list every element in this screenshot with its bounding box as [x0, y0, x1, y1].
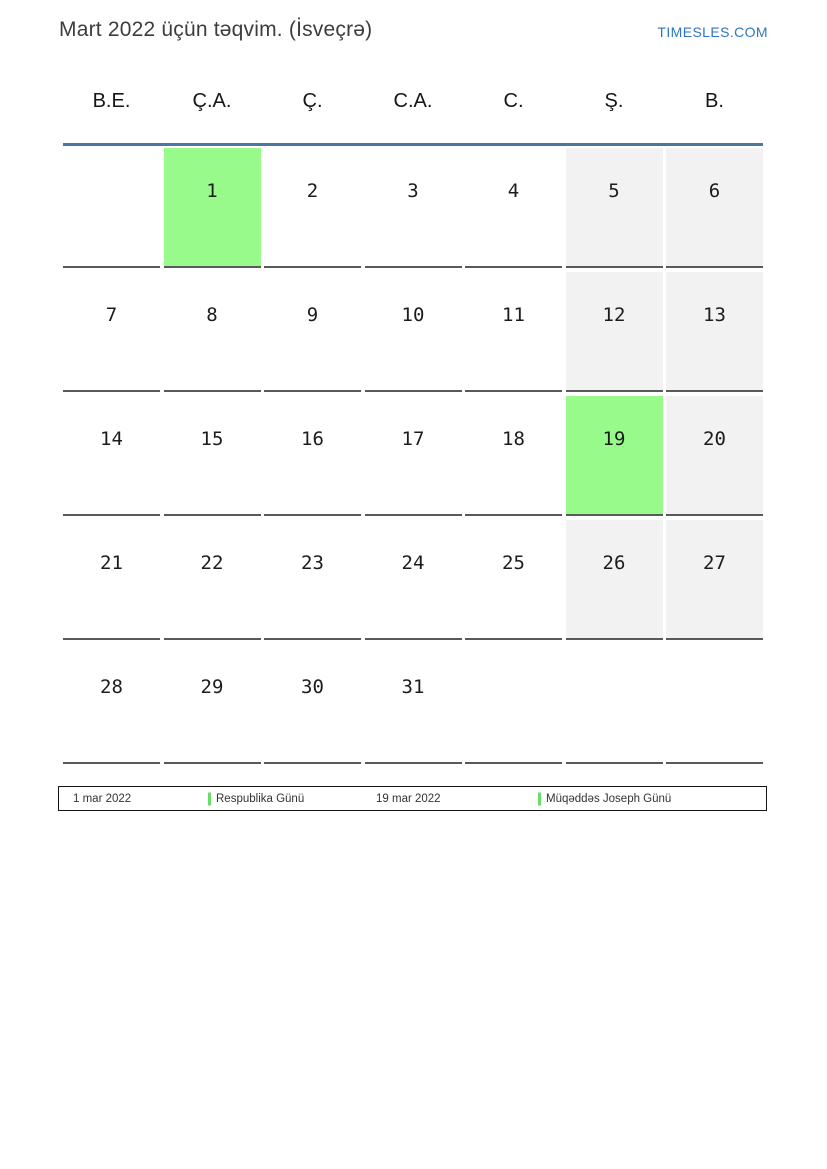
day-header-ça: Ç.A. [192, 90, 232, 112]
day-cell-18 [465, 396, 562, 516]
day-cell-11 [465, 272, 562, 392]
day-header-b: B. [705, 90, 724, 112]
header-rule [63, 143, 763, 146]
day-cell-empty [666, 644, 763, 764]
day-number: 12 [602, 304, 626, 326]
day-number: 26 [602, 552, 626, 574]
day-cell-5 [566, 148, 663, 268]
day-cell-empty [465, 644, 562, 764]
day-cell-3 [365, 148, 462, 268]
day-number: 6 [708, 180, 721, 202]
day-cell-23 [264, 520, 361, 640]
legend-holiday-name-2: Müqəddəs Joseph Günü [546, 792, 672, 805]
day-header-c: C. [503, 90, 524, 112]
holiday-color-bar-icon [538, 792, 541, 805]
calendar-grid [63, 148, 763, 764]
day-number: 23 [301, 552, 324, 574]
day-number: 22 [200, 552, 224, 574]
legend [58, 786, 767, 811]
day-cell-22 [164, 520, 261, 640]
day-cell-empty [566, 644, 663, 764]
day-number: 10 [401, 304, 425, 326]
day-cell-20 [666, 396, 763, 516]
day-cell-14 [63, 396, 160, 516]
day-number: 28 [100, 676, 123, 698]
day-cell-8 [164, 272, 261, 392]
day-cell-19 [566, 396, 663, 516]
day-cell-9 [264, 272, 361, 392]
day-number: 11 [502, 304, 525, 326]
day-cell-29 [164, 644, 261, 764]
day-cell-31 [365, 644, 462, 764]
day-cell-24 [365, 520, 462, 640]
day-cell-12 [566, 272, 663, 392]
day-number: 2 [306, 180, 319, 202]
day-number: 27 [703, 552, 726, 574]
day-cell-7 [63, 272, 160, 392]
day-number: 24 [401, 552, 425, 574]
day-number: 8 [206, 304, 218, 326]
day-cell-26 [566, 520, 663, 640]
day-number: 19 [602, 428, 626, 450]
day-cell-21 [63, 520, 160, 640]
legend-holiday-name-1: Respublika Günü [216, 792, 305, 805]
day-cell-30 [264, 644, 361, 764]
day-number: 5 [608, 180, 620, 202]
legend-date-2: 19 mar 2022 [376, 792, 441, 805]
day-cell-17 [365, 396, 462, 516]
day-number: 17 [401, 428, 425, 450]
day-cell-10 [365, 272, 462, 392]
day-header-be: B.E. [92, 90, 131, 112]
week-row [63, 644, 763, 764]
day-cell-1 [164, 148, 261, 268]
day-header-ç: Ç. [302, 90, 323, 112]
day-number: 29 [200, 676, 224, 698]
day-number: 18 [502, 428, 525, 450]
legend-date-1: 1 mar 2022 [73, 792, 132, 805]
day-number: 3 [407, 180, 419, 202]
day-number: 30 [301, 676, 324, 698]
holiday-color-bar-icon [208, 792, 211, 805]
day-number: 21 [100, 552, 123, 574]
site-link[interactable]: TIMESLES.COM [657, 24, 768, 40]
day-header-ş: Ş. [604, 90, 624, 112]
day-cell-6 [666, 148, 763, 268]
day-number: 13 [703, 304, 726, 326]
day-number: 15 [200, 428, 224, 450]
day-cell-2 [264, 148, 361, 268]
day-number: 31 [401, 676, 425, 698]
day-number: 25 [502, 552, 525, 574]
day-number: 14 [100, 428, 123, 450]
day-cell-28 [63, 644, 160, 764]
day-number: 16 [301, 428, 324, 450]
day-number: 4 [507, 180, 520, 202]
week-row [63, 272, 763, 392]
week-row [63, 148, 763, 268]
day-header-ca: C.A. [393, 90, 433, 112]
day-number: 1 [206, 180, 218, 202]
week-row [63, 520, 763, 640]
day-header-row [63, 85, 763, 117]
day-cell-4 [465, 148, 562, 268]
day-number: 9 [306, 304, 319, 326]
week-row [63, 396, 763, 516]
day-cell-25 [465, 520, 562, 640]
page-title: Mart 2022 üçün təqvim. (İsveçrə) [59, 18, 373, 41]
day-cell-empty [63, 148, 160, 268]
day-cell-27 [666, 520, 763, 640]
day-cell-16 [264, 396, 361, 516]
day-number: 7 [105, 304, 118, 326]
day-cell-13 [666, 272, 763, 392]
calendar [63, 85, 763, 768]
day-cell-15 [164, 396, 261, 516]
day-number: 20 [703, 428, 726, 450]
